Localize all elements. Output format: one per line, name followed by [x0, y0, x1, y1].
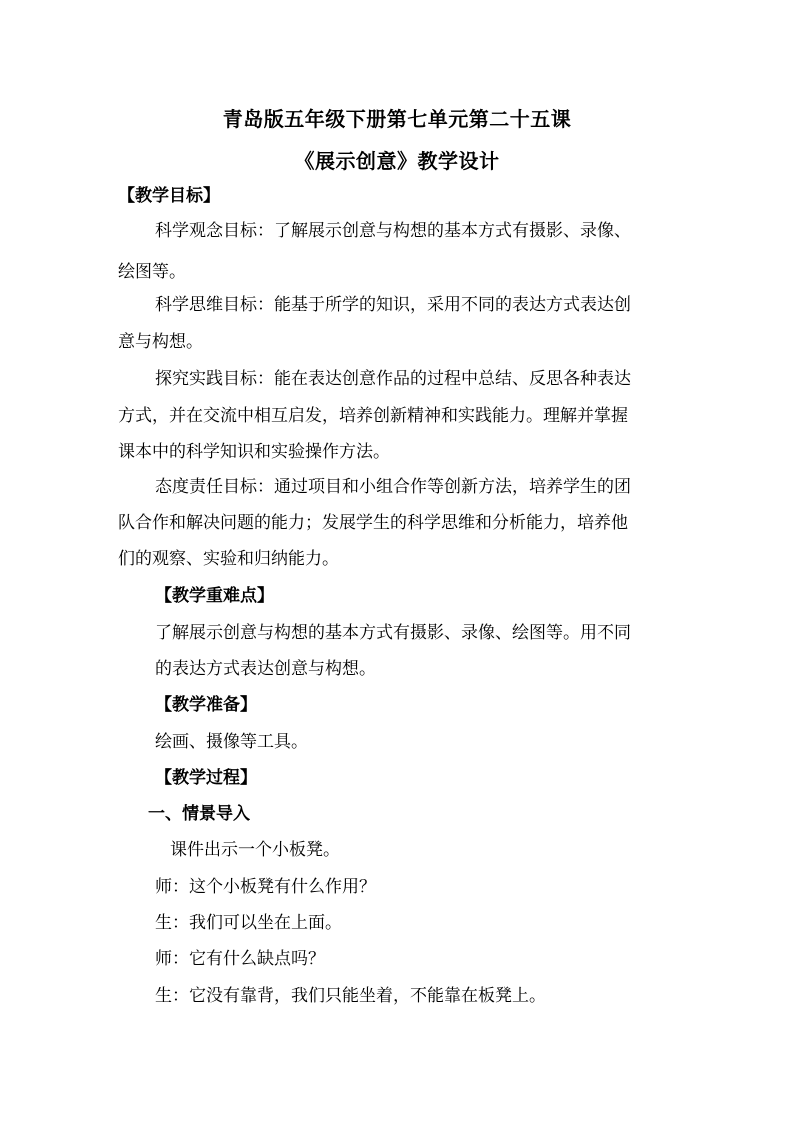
document-subtitle: 《展示创意》教学设计 [294, 149, 500, 173]
keypoints-heading: 【教学重难点】 [155, 586, 274, 606]
objective-practice-line2: 方式，并在交流中相互启发，培养创新精神和实践能力。理解并掌握 [118, 406, 628, 426]
document-title: 青岛版五年级下册第七单元第二十五课 [222, 107, 572, 131]
part1-heading: 一、情景导入 [148, 804, 250, 824]
process-paragraph-3: 生：我们可以坐在上面。 [155, 913, 342, 933]
objective-attitude-line3: 们的观察、实验和归纳能力。 [118, 549, 339, 569]
objectives-heading: 【教学目标】 [118, 186, 220, 206]
preparation-line1: 绘画、摄像等工具。 [155, 732, 308, 752]
keypoints-line2: 的表达方式表达创意与构想。 [155, 659, 376, 679]
process-paragraph-2: 师：这个小板凳有什么作用？ [155, 877, 376, 897]
objective-science-thinking-line1: 科学思维目标：能基于所学的知识，采用不同的表达方式表达创 [155, 295, 631, 315]
process-heading: 【教学过程】 [155, 768, 257, 788]
objective-practice-line3: 课本中的科学知识和实验操作方法。 [118, 442, 390, 462]
objective-science-concept-line1: 科学观念目标：了解展示创意与构想的基本方式有摄影、录像、 [155, 221, 631, 241]
keypoints-line1: 了解展示创意与构想的基本方式有摄影、录像、绘图等。用不同 [155, 623, 631, 643]
process-paragraph-5: 生：它没有靠背，我们只能坐着，不能靠在板凳上。 [155, 986, 546, 1006]
objective-attitude-line2: 队合作和解决问题的能力；发展学生的科学思维和分析能力，培养他 [118, 513, 628, 533]
objective-science-thinking-line2: 意与构想。 [118, 332, 203, 352]
process-paragraph-1: 课件出示一个小板凳。 [170, 840, 340, 860]
objective-practice-line1: 探究实践目标：能在表达创意作品的过程中总结、反思各种表达 [155, 369, 631, 389]
objective-attitude-line1: 态度责任目标：通过项目和小组合作等创新方法，培养学生的团 [155, 477, 631, 497]
objective-science-concept-line2: 绘图等。 [118, 262, 186, 282]
process-paragraph-4: 师：它有什么缺点吗？ [155, 949, 325, 969]
preparation-heading: 【教学准备】 [155, 695, 257, 715]
